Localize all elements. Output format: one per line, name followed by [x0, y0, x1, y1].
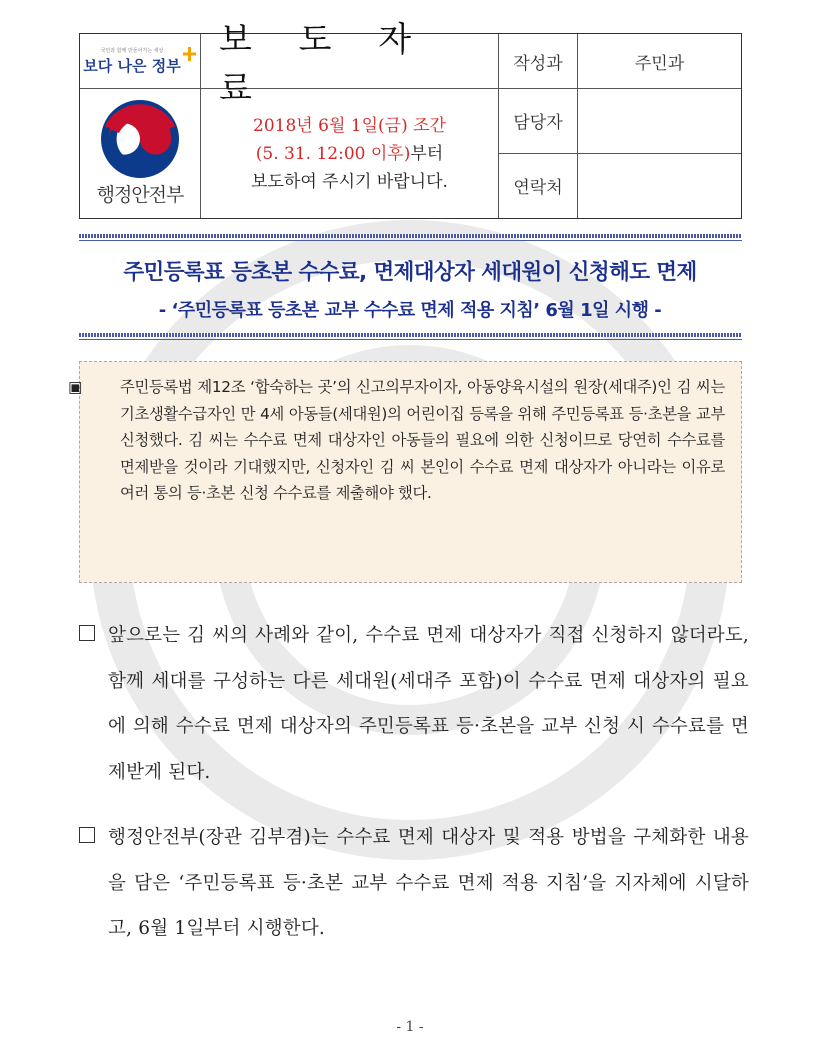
doc-type-cell [201, 20, 499, 109]
manager-label: 담당자 [513, 113, 563, 134]
gov-slogan-logo [83, 47, 180, 76]
manager-label-cell [499, 89, 578, 154]
doc-type-title: 보 도 자 료 [219, 20, 430, 109]
dept-value: 주민과 [634, 53, 685, 74]
paragraph-text: 행정안전부(장관 김부겸)는 수수료 면제 대상자 및 적용 방법을 구체화한 내용을 담은 ‘주민등록표 등·초본 교부 수수료 면제 적용 지침’을 지자체에 시달하고, 6월 1일부터 시행한다. [108, 827, 749, 939]
plus-icon [183, 45, 197, 67]
body-paragraph-2 [79, 815, 749, 952]
release-embargo-suffix: 부터 [410, 143, 444, 164]
checkbox-bullet-icon [79, 625, 95, 641]
dept-label-cell [499, 34, 578, 89]
press-release-header-table [79, 20, 742, 219]
checkbox-bullet-icon [79, 827, 95, 843]
summary-box [68, 361, 742, 583]
page-number: - 1 - [396, 1019, 424, 1035]
contact-label-cell [499, 154, 578, 219]
dept-value-cell [578, 34, 741, 89]
release-request: 보도하여 주시기 바랍니다. [251, 171, 448, 192]
release-date: 2018년 6월 1일(금) 조간 [253, 115, 446, 136]
summary-text: 주민등록법 제12조 ‘합숙하는 곳’의 신고의무자이자, 아동양육시설의 원장(세대주)인 김 씨는 기초생활수급자인 만 4세 아동들(세대원)의 어린이집 등록을 위해 주민등록표 등·초본을 교부 신청했다. 김 씨는 수수료 면제 대상자인 아동들의 필요에 의한 신청이므로 당연히 수수료를 면제받을 것이라 기대했지만, 신청자인 김 씨 본인이 수수료 면제 대상자가 아니라는 이유로 여러 통의 등·초본 신청 수수료를 제출해야 했다. [120, 378, 725, 503]
slogan-small-text: 국민과 함께 만들어가는 세상 [100, 47, 164, 54]
slogan-logo-cell [80, 34, 201, 89]
contact-value-cell [578, 154, 741, 219]
square-bullet-icon: ▣ [68, 378, 83, 396]
manager-value-cell [578, 89, 741, 154]
release-embargo [256, 140, 443, 168]
headline-bottom-rule [79, 333, 742, 337]
release-embargo-time: (5. 31. 12:00 이후) [255, 143, 411, 164]
summary-paragraph [68, 374, 725, 507]
headline-top-rule [79, 234, 742, 238]
headline-title: 주민등록표 등초본 수수료, 면제대상자 세대원이 신청해도 면제 [123, 260, 697, 285]
paragraph-text: 앞으로는 김 씨의 사례와 같이, 수수료 면제 대상자가 직접 신청하지 않더라도, 함께 세대를 구성하는 다른 세대원(세대주 포함)이 수수료 면제 대상자의 필요에 의해 수수료 면제 대상자의 주민등록표 등·초본을 교부 신청 시 수수료를 면제받게 된다. [108, 625, 749, 783]
contact-label: 연락처 [513, 178, 563, 199]
ministry-logo-cell [80, 89, 201, 218]
release-info-cell [201, 89, 499, 218]
ministry-name: 행정안전부 [96, 184, 184, 206]
body-paragraph-1 [79, 613, 749, 795]
taegeuk-logo-icon [101, 100, 179, 178]
headline-subtitle: - ‘주민등록표 등초본 교부 수수료 면제 적용 지침’ 6월 1일 시행 - [158, 300, 662, 321]
slogan-text: 보다 나은 정부 [83, 56, 181, 75]
dept-label: 작성과 [513, 53, 563, 74]
